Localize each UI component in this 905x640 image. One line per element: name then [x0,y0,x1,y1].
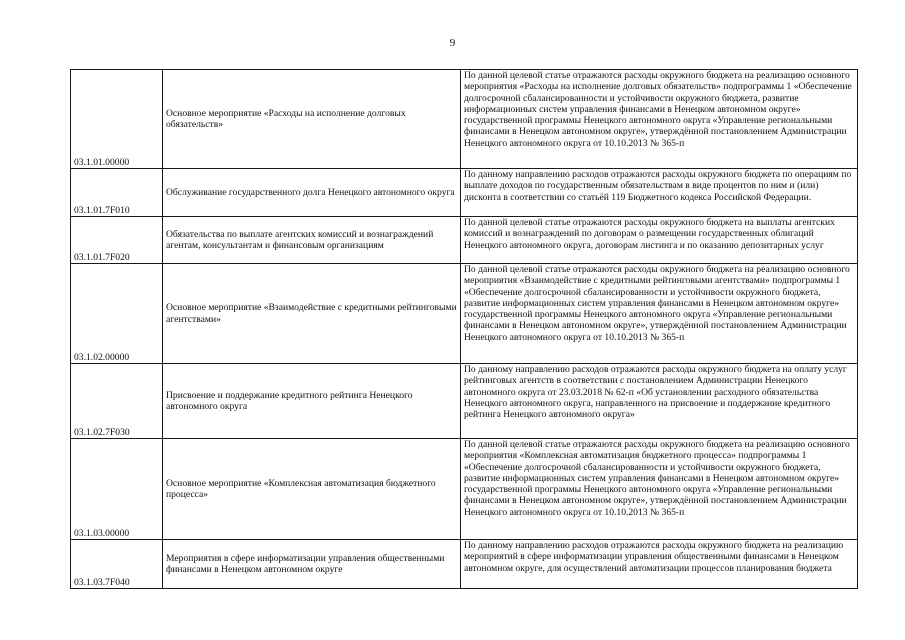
expense-description: По данному направлению расходов отражаются расходы окружного бюджета на реализацию мероприятий в сфере информатизации управления общественными финансами в Ненецком автономном округе, для осуществлений автоматизации процессов планирования бюджета [461,540,858,589]
target-code: 03.1.01.7F010 [71,169,163,217]
table-row [71,439,858,540]
expense-description: По данной целевой статье отражаются расходы окружного бюджета на реализацию основного мероприятия «Расходы на исполнение долговых обязательств» подпрограммы 1 «Обеспечение долгосрочной сбалансированности и устойчивости окружного бюджета, развитие информационных систем управления финансами в Ненецком автономном округе» государственной программы Ненецкого автономного округа «Управление региональными финансами в Ненецком автономном округе», утверждённой постановлением Администрации Ненецкого автономного округа от 10.10.2013 № 365-п [461,70,858,169]
target-code: 03.1.03.7F040 [71,540,163,589]
table-row [71,364,858,439]
expense-name: Основное мероприятие «Взаимодействие с кредитными рейтинговыми агентствами» [163,264,461,364]
expense-name: Присвоение и поддержание кредитного рейтинга Ненецкого автономного округа [163,364,461,439]
expense-name: Основное мероприятие «Расходы на исполнение долговых обязательств» [163,70,461,169]
target-code: 03.1.02.7F030 [71,364,163,439]
expense-name: Обслуживание государственного долга Ненецкого автономного округа [163,169,461,217]
table-row [71,70,858,169]
table-row [71,264,858,364]
target-code: 03.1.01.00000 [71,70,163,169]
expense-name: Обязательства по выплате агентских комиссий и вознаграждений агентам, консультантам и финансовым организациям [163,217,461,264]
expense-name: Основное мероприятие «Комплексная автоматизация бюджетного процесса» [163,439,461,540]
expense-description: По данной целевой статье отражаются расходы окружного бюджета на реализацию основного мероприятия «Взаимодействие с кредитными рейтинговыми агентствами» подпрограммы 1 «Обеспечение долгосрочной сбалансированности и устойчивости окружного бюджета, развитие информационных систем управления финансами в Ненецком автономном округе» государственной программы Ненецкого автономного округа «Управление региональными финансами в Ненецком автономном округе», утверждённой постановлением Администрации Ненецкого автономного округа от 10.10.2013 № 365-п [461,264,858,364]
expense-description: По данной целевой статье отражаются расходы окружного бюджета на выплаты агентских комиссий и вознаграждений по договорам о размещении государственных облигаций Ненецкого автономного округа, договорам листинга и по оказанию депозитарных услуг [461,217,858,264]
expense-description: По данному направлению расходов отражаются расходы окружного бюджета по операциям по выплате доходов по государственным обязательствам в виде процентов по ним и (или) дисконта в соответствии со статьёй 119 Бюджетного кодекса Российской Федерации. [461,169,858,217]
expense-description: По данному направлению расходов отражаются расходы окружного бюджета на оплату услуг рейтинговых агентств в соответствии с постановлением Администрации Ненецкого автономного округа от 23.03.2018 № 62-п «Об установлении расходного обязательства Ненецкого автономного округа, направленного на присвоение и поддержание кредитного рейтинга Ненецкого автономного округа» [461,364,858,439]
page-number: 9 [449,37,456,49]
target-code: 03.1.02.00000 [71,264,163,364]
target-code: 03.1.03.00000 [71,439,163,540]
table-row [71,540,858,589]
table-row [71,217,858,264]
expense-description: По данной целевой статье отражаются расходы окружного бюджета на реализацию основного мероприятия «Комплексная автоматизация бюджетного процесса» подпрограммы 1 «Обеспечение долгосрочной сбалансированности и устойчивости окружного бюджета, развитие информационных систем управления финансами в Ненецком автономном округе» государственной программы Ненецкого автономного округа «Управление региональными финансами в Ненецком автономном округе», утверждённой постановлением Администрации Ненецкого автономного округа от 10.10.2013 № 365-п [461,439,858,540]
budget-classification-table [70,69,858,589]
expense-name: Мероприятия в сфере информатизации управления общественными финансами в Ненецком автономном округе [163,540,461,589]
target-code: 03.1.01.7F020 [71,217,163,264]
table-row [71,169,858,217]
